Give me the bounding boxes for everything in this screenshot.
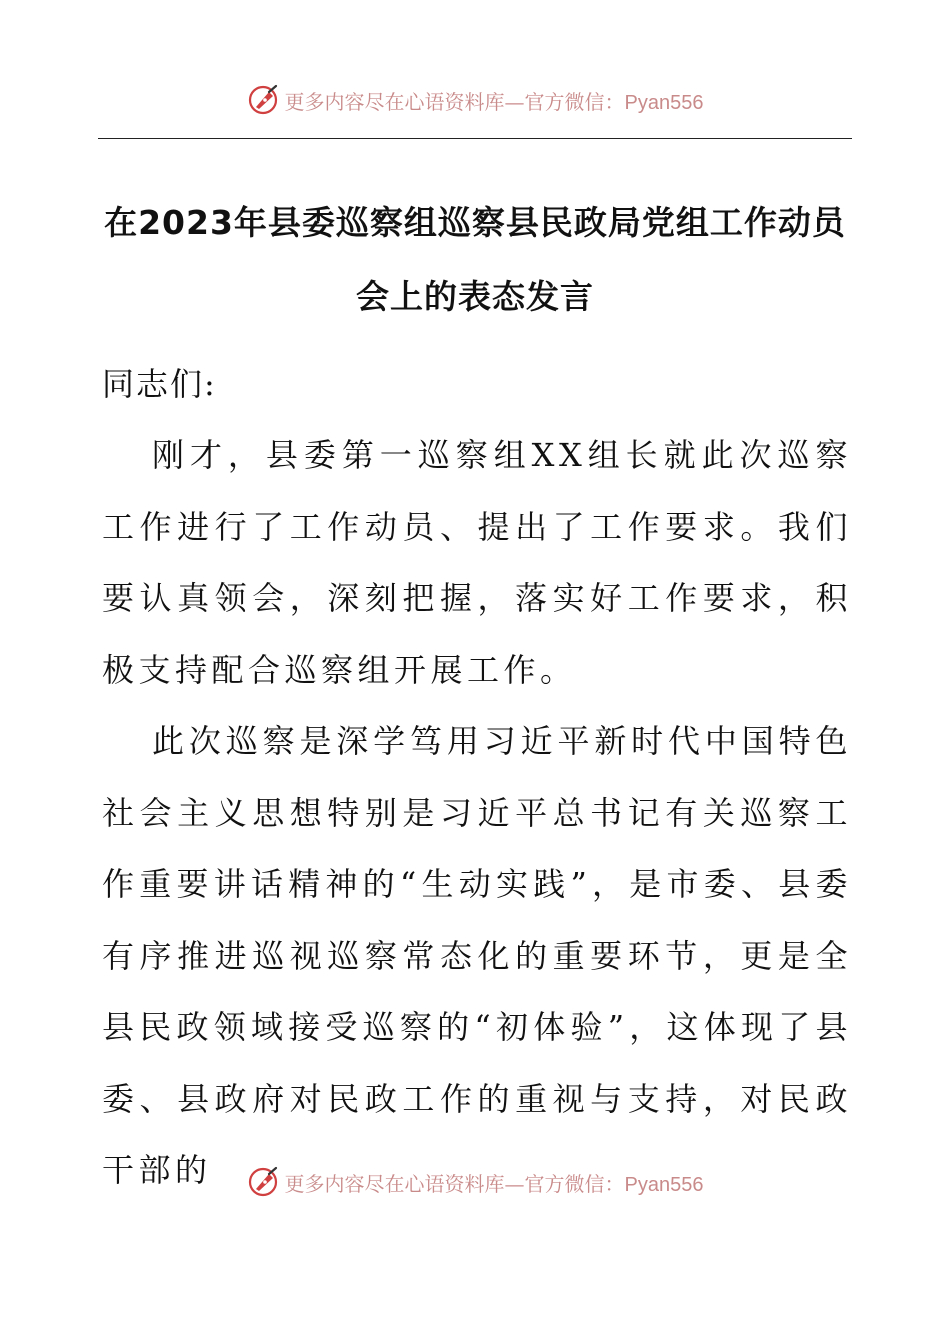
document-body xyxy=(102,348,852,1207)
header-watermark xyxy=(0,80,950,120)
paragraph-2: 此次巡察是深学笃用习近平新时代中国特色社会主义思想特别是习近平总书记有关巡察工作重要讲话精神的“生动实践”，是市委、县委有序推进巡视巡察常态化的重要环节，更是全县民政领域接受巡察的“初体验”，这体现了县委、县政府对民政工作的重视与支持，对民政干部的 xyxy=(102,722,852,1189)
pen-nib-circle-icon xyxy=(247,83,281,117)
pen-nib-circle-icon xyxy=(247,1165,281,1199)
salutation: 同志们: xyxy=(102,365,217,403)
watermark-text: 更多内容尽在心语资料库—官方微信：Pyan556 xyxy=(284,89,704,114)
header-divider xyxy=(98,138,852,139)
footer-watermark xyxy=(0,1162,950,1202)
document-title: 在2023年县委巡察组巡察县民政局党组工作动员会上的表态发言 xyxy=(104,203,846,316)
paragraph-1: 刚才，县委第一巡察组XX组长就此次巡察工作进行了工作动员、提出了工作要求。我们要认真领会，深刻把握，落实好工作要求，积极支持配合巡察组开展工作。 xyxy=(102,436,852,689)
watermark-text: 更多内容尽在心语资料库—官方微信：Pyan556 xyxy=(284,1171,704,1196)
